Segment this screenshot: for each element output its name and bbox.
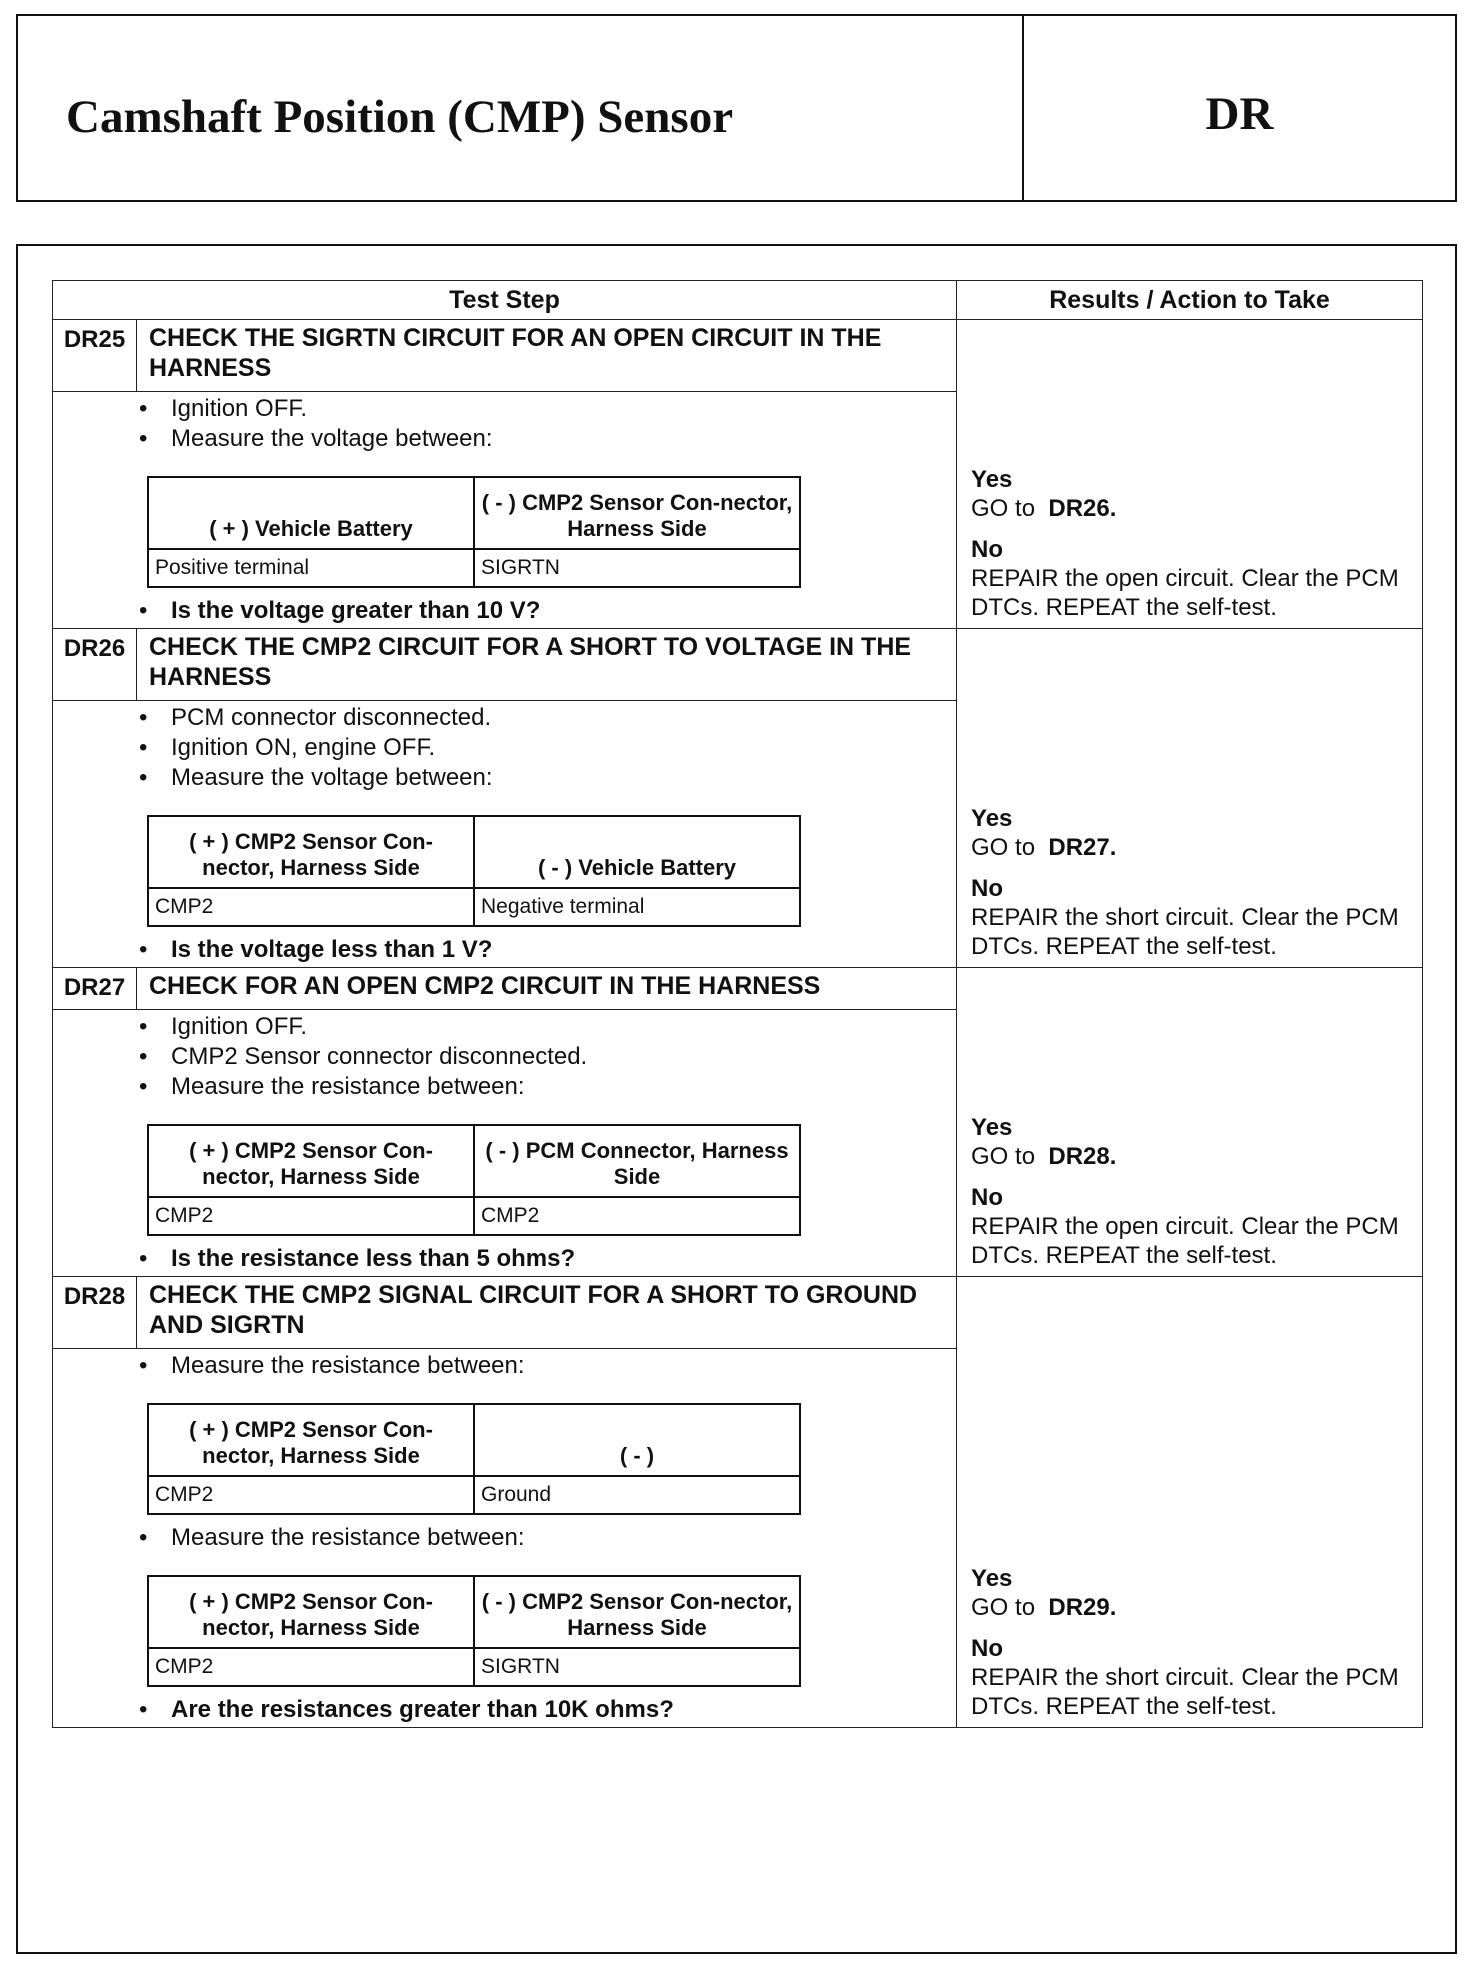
table-header-row [53, 281, 1423, 320]
measurement-table [147, 476, 801, 588]
step-question: • Is the voltage greater than 10 V? [133, 596, 946, 626]
meas-value-positive: CMP2 [148, 1197, 474, 1235]
yes-action: GO to DR29. [971, 1594, 1117, 1621]
step-bullet: • CMP2 Sensor connector disconnected. [133, 1042, 946, 1072]
meas-value-negative: Negative terminal [474, 888, 800, 926]
no-label: No [971, 875, 1004, 902]
step-bullet: • Ignition OFF. [133, 1012, 946, 1042]
step-bullet: • Measure the voltage between: [133, 424, 946, 454]
meas-value-positive: Positive terminal [148, 549, 474, 587]
step-title-row [53, 968, 1423, 1010]
step-bullet: • Measure the voltage between: [133, 763, 946, 793]
step-result [957, 629, 1423, 968]
meas-header-negative: ( - ) CMP2 Sensor Con-nector, Harness Side [474, 477, 800, 549]
measurement-table [147, 1403, 801, 1515]
no-action: REPAIR the open circuit. Clear the PCM DTCs. REPEAT the self-test. [971, 565, 1399, 621]
step-bullet: • Ignition OFF. [133, 394, 946, 424]
measurement-table [147, 1124, 801, 1236]
meas-value-negative: Ground [474, 1476, 800, 1514]
meas-header-positive: ( + ) Vehicle Battery [148, 477, 474, 549]
no-action: REPAIR the short circuit. Clear the PCM DTCs. REPEAT the self-test. [971, 1664, 1399, 1720]
meas-header-negative: ( - ) CMP2 Sensor Con-nector, Harness Side [474, 1576, 800, 1648]
page-header [16, 14, 1457, 202]
step-content [53, 392, 957, 629]
step-title: CHECK THE CMP2 CIRCUIT FOR A SHORT TO VOLTAGE IN THE HARNESS [137, 629, 957, 701]
col-results: Results / Action to Take [957, 281, 1423, 320]
yes-label: Yes [971, 1565, 1013, 1592]
goto-step-link: DR26. [1048, 495, 1117, 522]
measurement-table [147, 815, 801, 927]
step-content [53, 701, 957, 968]
step-title-row [53, 1277, 1423, 1349]
step-title-row [53, 320, 1423, 392]
step-bullet: • PCM connector disconnected. [133, 703, 946, 733]
step-title-row [53, 629, 1423, 701]
step-result [957, 1277, 1423, 1728]
step-question: • Are the resistances greater than 10K ohms? [133, 1695, 946, 1725]
no-action: REPAIR the open circuit. Clear the PCM DTCs. REPEAT the self-test. [971, 1213, 1399, 1269]
step-bullet: • Measure the resistance between: [133, 1072, 946, 1102]
measurement-table [147, 1575, 801, 1687]
step-title: CHECK THE CMP2 SIGNAL CIRCUIT FOR A SHORT TO GROUND AND SIGRTN [137, 1277, 957, 1349]
step-bullet: • Measure the resistance between: [133, 1523, 946, 1553]
goto-step-link: DR28. [1048, 1143, 1117, 1170]
meas-header-negative: ( - ) PCM Connector, Harness Side [474, 1125, 800, 1197]
yes-action: GO to DR28. [971, 1143, 1117, 1170]
meas-value-negative: SIGRTN [474, 549, 800, 587]
step-result [957, 320, 1423, 629]
test-step-table [52, 280, 1423, 1728]
yes-action: GO to DR27. [971, 834, 1117, 861]
meas-header-positive: ( + ) CMP2 Sensor Con-nector, Harness Side [148, 816, 474, 888]
step-bullet: • Ignition ON, engine OFF. [133, 733, 946, 763]
section-code: DR [1205, 88, 1274, 140]
step-content [53, 1349, 957, 1728]
step-result [957, 968, 1423, 1277]
meas-value-positive: CMP2 [148, 1648, 474, 1686]
no-action: REPAIR the short circuit. Clear the PCM DTCs. REPEAT the self-test. [971, 904, 1399, 960]
yes-label: Yes [971, 466, 1013, 493]
step-title: CHECK FOR AN OPEN CMP2 CIRCUIT IN THE HARNESS [137, 968, 957, 1010]
yes-action: GO to DR26. [971, 495, 1117, 522]
no-label: No [971, 536, 1004, 563]
meas-header-positive: ( + ) CMP2 Sensor Con-nector, Harness Side [148, 1576, 474, 1648]
meas-header-negative: ( - ) [474, 1404, 800, 1476]
meas-header-negative: ( - ) Vehicle Battery [474, 816, 800, 888]
step-code: DR26 [53, 629, 137, 701]
meas-header-positive: ( + ) CMP2 Sensor Con-nector, Harness Side [148, 1125, 474, 1197]
yes-label: Yes [971, 805, 1013, 832]
step-code: DR27 [53, 968, 137, 1010]
step-question: • Is the voltage less than 1 V? [133, 935, 946, 965]
step-title: CHECK THE SIGRTN CIRCUIT FOR AN OPEN CIRCUIT IN THE HARNESS [137, 320, 957, 392]
step-bullet: • Measure the resistance between: [133, 1351, 946, 1381]
meas-header-positive: ( + ) CMP2 Sensor Con-nector, Harness Side [148, 1404, 474, 1476]
step-question: • Is the resistance less than 5 ohms? [133, 1244, 946, 1274]
page-title: Camshaft Position (CMP) Sensor [18, 16, 1024, 200]
meas-value-positive: CMP2 [148, 1476, 474, 1514]
meas-value-negative: SIGRTN [474, 1648, 800, 1686]
goto-step-link: DR29. [1048, 1594, 1117, 1621]
col-test-step: Test Step [53, 281, 957, 320]
step-content [53, 1010, 957, 1277]
step-code: DR25 [53, 320, 137, 392]
no-label: No [971, 1184, 1004, 1211]
step-code: DR28 [53, 1277, 137, 1349]
yes-label: Yes [971, 1114, 1013, 1141]
meas-value-positive: CMP2 [148, 888, 474, 926]
meas-value-negative: CMP2 [474, 1197, 800, 1235]
no-label: No [971, 1635, 1004, 1662]
goto-step-link: DR27. [1048, 834, 1117, 861]
